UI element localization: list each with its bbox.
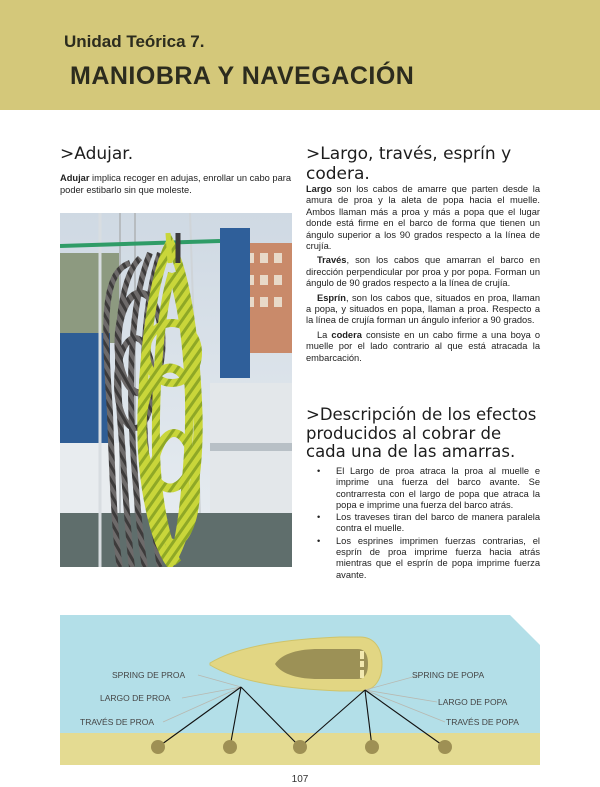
label-traves-popa: TRAVÉS DE POPA bbox=[446, 717, 519, 727]
largo-paragraph bbox=[306, 184, 540, 252]
page-title: MANIOBRA Y NAVEGACIÓN bbox=[70, 62, 415, 90]
bollard bbox=[151, 740, 165, 754]
label-largo-proa: LARGO DE PROA bbox=[100, 693, 171, 703]
bullet-icon: • bbox=[317, 535, 321, 546]
adujar-term: Adujar bbox=[60, 173, 90, 183]
page-header bbox=[0, 0, 600, 110]
traves-paragraph bbox=[306, 255, 540, 289]
section-heading-largo: >Largo, través, esprín y codera. bbox=[306, 144, 512, 184]
codera-term: codera bbox=[331, 329, 362, 340]
list-item bbox=[306, 536, 540, 581]
esprin-text: , son los cabos que, situados en proa, llaman a popa, y situados en popa, llaman a proa. Respecto a la línea de crujía forman un ángulo inferior a 90 grados. bbox=[306, 292, 540, 326]
largo-text: son los cabos de amarre que parten desde la amura de proa y la aleta de popa hacia el muelle. Ambos llaman más a proa y más a popa que el lugar donde está firme en el barco de forma que tienen un ángulo superior a los 90 grados respecto a la línea de crujía. bbox=[306, 184, 540, 252]
label-largo-popa: LARGO DE POPA bbox=[438, 697, 508, 707]
list-item-text: El Largo de proa atraca la proa al muelle e imprime una fuerza del barco avante. Se contrarresta con el largo de popa que atraca la popa e imprime una fuerza del barco atrás. bbox=[336, 466, 540, 510]
label-spring-popa: SPRING DE POPA bbox=[412, 670, 485, 680]
esprin-term: Esprín bbox=[317, 292, 346, 303]
codera-paragraph bbox=[306, 330, 540, 364]
unit-label: Unidad Teórica 7. bbox=[64, 32, 205, 51]
cabin-window bbox=[360, 651, 364, 659]
esprin-paragraph bbox=[306, 293, 540, 327]
list-item-text: Los esprines imprimen fuerzas contrarias, el esprín de proa imprime fuerza hacia atrás mientras que el esprín de popa imprime fuerza avante. bbox=[336, 535, 540, 580]
bollard bbox=[438, 740, 452, 754]
adujar-text: implica recoger en adujas, enrollar un cabo para poder estibarlo sin que moleste. bbox=[60, 173, 292, 195]
bullet-icon: • bbox=[317, 466, 321, 476]
section-heading-adujar: >Adujar. bbox=[60, 144, 134, 164]
mooring-diagram bbox=[60, 615, 540, 765]
largo-body bbox=[306, 184, 540, 367]
traves-term: Través bbox=[317, 255, 347, 266]
cabin-window bbox=[360, 670, 364, 678]
bollard bbox=[223, 740, 237, 754]
traves-text: , son los cabos que amarran el barco en dirección perpendicular por proa y por popa. Forman un ángulo de 90 grados respecto a la línea de crujía. bbox=[306, 255, 540, 289]
page-number: 107 bbox=[291, 774, 309, 785]
efectos-list bbox=[306, 466, 540, 582]
adujar-paragraph bbox=[60, 172, 292, 196]
codera-pre: La bbox=[317, 329, 332, 340]
list-item bbox=[306, 512, 540, 535]
rope-photo bbox=[60, 213, 292, 567]
list-item bbox=[306, 466, 540, 511]
largo-term: Largo bbox=[306, 184, 332, 194]
codera-text: consiste en un cabo firme a una boya o muelle por el lado contrario al que está atracada la embarcación. bbox=[306, 329, 540, 363]
label-traves-proa: TRAVÉS DE PROA bbox=[80, 717, 154, 727]
bullet-icon: • bbox=[317, 512, 321, 523]
bollard bbox=[293, 740, 307, 754]
label-spring-proa: SPRING DE PROA bbox=[112, 670, 186, 680]
section-heading-efectos: >Descripción de los efectos producidos al cobrar de cada una de las amarras. bbox=[306, 405, 537, 461]
bollard bbox=[365, 740, 379, 754]
cabin-window bbox=[360, 661, 364, 667]
list-item-text: Los traveses tiran del barco de manera paralela contra el muelle. bbox=[336, 512, 540, 534]
